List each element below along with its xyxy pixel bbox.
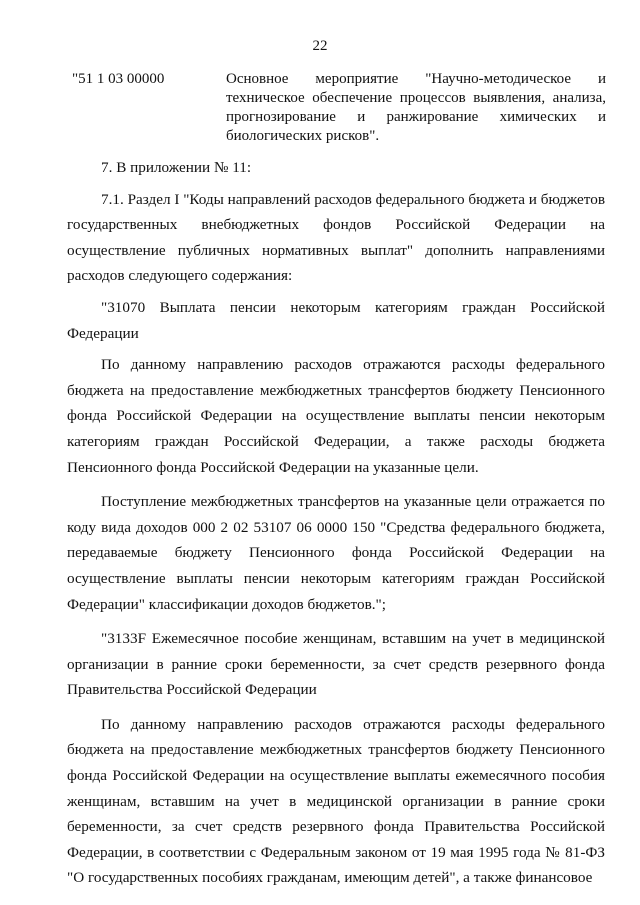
paragraph-code-3133f: "3133F Ежемесячное пособие женщинам, вставшим на учет в медицинской организации в ранние сроки беременности, за счет средств резервного фонда Правительства Российской Федерации (67, 630, 605, 699)
paragraph-item-7: 7. В приложении № 11: (101, 159, 252, 176)
paragraph-31070-description: По данному направлению расходов отражаются расходы федерального бюджета на предоставление межбюджетных трансфертов бюджету Пенсионного фонда Российской Федерации на осуществление выплаты пенсии некоторым категориям граждан Российской Федерации, а также расходы бюджета Пенсионного фонда Российской Федерации на указанные цели. (67, 356, 605, 476)
paragraph-item-7-1: 7.1. Раздел I "Коды направлений расходов федерального бюджета и бюджетов государственных внебюджетных фондов Российской Федерации на осуществление публичных нормативных выплат" дополнить направлениями расходов следующего содержания: (67, 190, 605, 285)
document-body (67, 155, 605, 891)
page-number: 22 (312, 38, 328, 54)
expense-code: "51 1 03 00000 (72, 71, 165, 87)
paragraph-31070-income: Поступление межбюджетных трансфертов на указанные цели отражается по коду вида доходов 000 2 02 53107 06 0000 150 "Средства федерального бюджета, передаваемые бюджету Пенсионного фонда Российской Федерации на осуществление выплаты пенсии некоторым категориям граждан Российской Федерации" классификации доходов бюджетов."; (67, 493, 605, 613)
paragraph-code-31070: "31070 Выплата пенсии некоторым категориям граждан Российской Федерации (67, 298, 605, 342)
expense-code-description: Основное мероприятие "Научно-методическое и техническое обеспечение процессов выявления, анализа, прогнозирование и ранжирование химических и биологических рисков". (226, 71, 606, 144)
paragraph-3133f-description: По данному направлению расходов отражаются расходы федерального бюджета на предоставление межбюджетных трансфертов бюджету Пенсионного фонда Российской Федерации на осуществление выплаты ежемесячного пособия женщинам, вставшим на учет в медицинской организации в ранние сроки беременности, за счет средств резервного фонда Правительства Российской Федерации, в соответствии с Федеральным законом от 19 мая 1995 года № 81-ФЗ "О государственных пособиях гражданам, имеющим детей", а также финансовое (67, 715, 605, 887)
